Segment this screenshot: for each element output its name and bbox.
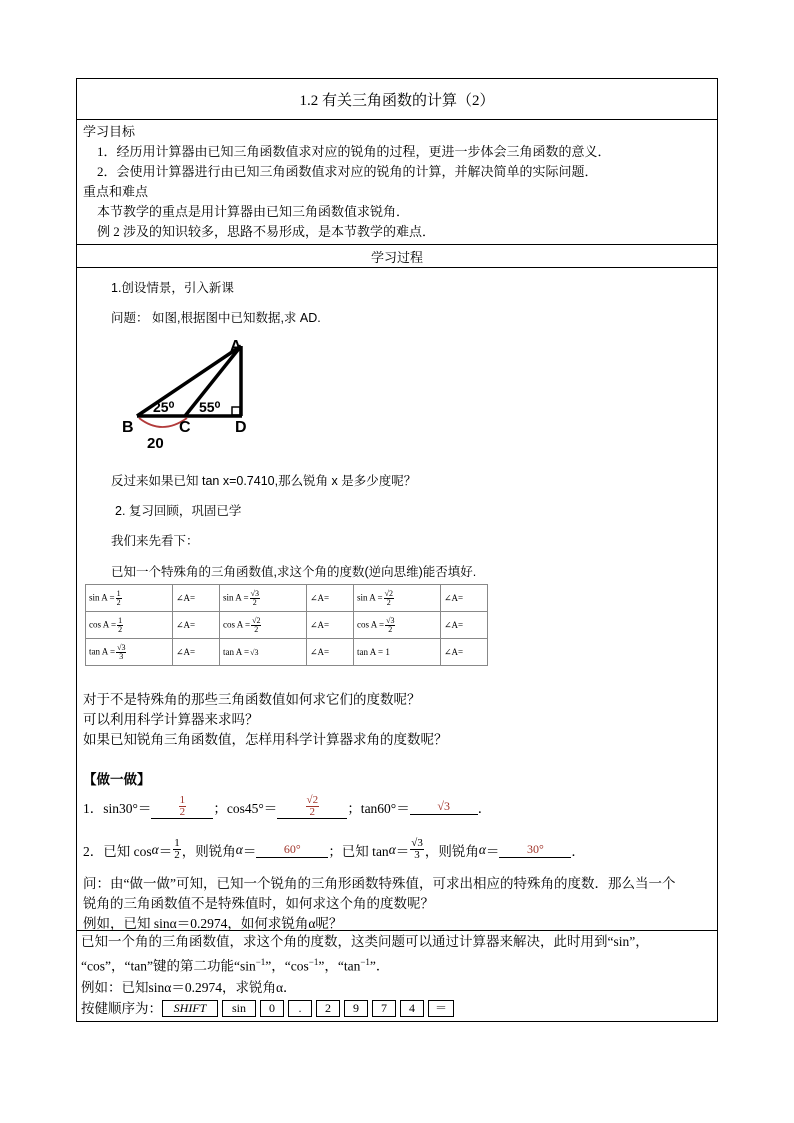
formula-cell <box>86 585 173 612</box>
formula-text: sin A = <box>357 592 383 603</box>
calculator-key: 7 <box>372 1000 396 1017</box>
objective-item: 2．会使用计算器进行由已知三角函数值求对应的锐角的计算，并解决简单的实际问题． <box>97 164 598 179</box>
angle-blank-cell: ∠A= <box>173 585 220 612</box>
answer-den: 2 <box>309 806 316 818</box>
denominator: 2 <box>118 624 123 634</box>
answer-num: √2 <box>306 794 319 806</box>
calculator-key: . <box>288 1000 312 1017</box>
question-line: 对于不是特殊角的那些三角函数值如何求它们的度数呢？ <box>83 692 421 707</box>
calculator-key: 4 <box>400 1000 424 1017</box>
numerator: √3 <box>117 642 126 652</box>
summary-text: ”． <box>369 958 390 974</box>
fraction <box>250 649 258 657</box>
formula-cell <box>354 612 441 639</box>
step2-text: 2. 复习回顾，巩固已学 <box>115 504 242 518</box>
calculator-key: 9 <box>344 1000 368 1017</box>
given-num: 1 <box>174 837 180 849</box>
summary-text: ”，“tan <box>318 958 361 974</box>
denominator: 3 <box>119 651 124 661</box>
question-text: 问题： 如图,根据图中已知数据,求 AD. <box>111 311 321 325</box>
fraction <box>385 617 395 634</box>
denominator: 2 <box>252 597 257 607</box>
exercise-2-text: ＝ <box>395 843 410 859</box>
numerator: 1 <box>116 588 121 598</box>
angle-blank-cell: ∠A= <box>173 639 220 666</box>
special-angle-table <box>85 584 488 666</box>
exercise-2-text: ＝ <box>158 843 173 859</box>
angle-blank-cell: ∠A= <box>441 585 488 612</box>
vertex-label-b: B <box>122 419 134 436</box>
summary-line <box>81 952 713 977</box>
denominator: 2 <box>386 597 391 607</box>
numerator: √3 <box>386 615 395 625</box>
formula-cell <box>86 639 173 666</box>
exercise-2-text: ． <box>571 843 585 859</box>
angle-blank-cell: ∠A= <box>441 612 488 639</box>
answer-num: 1 <box>179 794 186 806</box>
example-line: 例如，已知 sinα＝0.2974，如何求锐角α呢？ <box>83 916 343 931</box>
answer-den: 2 <box>179 806 186 818</box>
formula-cell <box>220 612 307 639</box>
do-it-title: 【做一做】 <box>83 772 151 787</box>
answer-blank-tan60: √3 <box>410 799 478 815</box>
objectives-section <box>76 119 718 244</box>
formula-cell <box>354 585 441 612</box>
alpha-symbol: α <box>235 841 243 857</box>
calculator-key: ＝ <box>428 1000 454 1017</box>
angle-c-label: 55⁰ <box>199 399 221 415</box>
formula-cell <box>220 639 307 666</box>
given-den: 3 <box>414 849 420 861</box>
page-title: 1.2 有关三角函数的计算（2） <box>299 92 495 109</box>
formula-text: cos A = <box>357 619 385 630</box>
exercise-2-text: 2．已知 cos <box>83 843 152 859</box>
formula-text: cos A = <box>223 619 251 630</box>
vertex-label-a: A <box>230 338 242 355</box>
formula-text: tan A = <box>89 646 116 657</box>
exercise-2-text: ＝ <box>242 843 257 859</box>
answer-blank-cos45 <box>277 795 347 819</box>
calculator-key: sin <box>222 1000 256 1017</box>
answer-blank-angle1: 60° <box>256 842 328 858</box>
superscript: −1 <box>255 957 266 967</box>
vertex-label-d: D <box>235 419 247 436</box>
exercise-1-sep: ；tan60°＝ <box>347 801 410 816</box>
calculator-key: SHIFT <box>162 1000 218 1017</box>
superscript: −1 <box>360 957 370 967</box>
angle-blank-cell: ∠A= <box>307 612 354 639</box>
superscript: −1 <box>308 957 319 967</box>
process-section <box>76 267 718 930</box>
table-row <box>86 585 488 612</box>
known-text: 已知一个特殊角的三角函数值,求这个角的度数(逆向思维)能否填好. <box>111 565 477 579</box>
numerator: √2 <box>252 615 261 625</box>
exercise-2-text: ，则锐角 <box>424 843 479 859</box>
key-point-item: 例 2 涉及的知识较多，思路不易形成，是本节教学的难点． <box>97 224 436 239</box>
step1-text: 1.创设情景，引入新课 <box>111 281 234 295</box>
process-heading-text: 学习过程 <box>370 249 423 265</box>
numerator: 1 <box>118 615 123 625</box>
summary-text: ”，“cos <box>265 958 309 974</box>
alpha-symbol: α <box>388 841 396 857</box>
angle-blank-cell: ∠A= <box>307 585 354 612</box>
exercise-1-sep: ；cos45°＝ <box>213 801 278 816</box>
angle-blank-cell: ∠A= <box>173 612 220 639</box>
objectives-heading: 学习目标 <box>83 124 136 139</box>
formula-cell <box>354 639 441 666</box>
denominator: 2 <box>254 624 259 634</box>
answer-blank-angle2: 30° <box>499 842 571 858</box>
answer-blank-sin30 <box>151 795 213 819</box>
formula-text: cos A = <box>89 619 117 630</box>
calculator-key: 2 <box>316 1000 340 1017</box>
alpha-symbol: α <box>151 841 159 857</box>
title-row <box>76 78 718 119</box>
table-row <box>86 639 488 666</box>
length-label: 20 <box>147 435 164 452</box>
fraction <box>116 644 126 661</box>
fraction <box>251 617 261 634</box>
key-sequence <box>81 998 713 1021</box>
angle-blank-cell: ∠A= <box>441 639 488 666</box>
fraction <box>384 590 394 607</box>
ask-line: 锐角的三角函数值不是特殊值时，如何求这个角的度数呢？ <box>83 896 434 911</box>
angle-b-label: 25⁰ <box>153 399 175 415</box>
exercise-2 <box>83 838 585 861</box>
exercise-1 <box>83 795 491 819</box>
summary-text: “cos”，“tan”键的第二功能“sin <box>81 958 256 974</box>
triangle-figure <box>117 338 267 453</box>
objective-item: 1．经历用计算器由已知三角函数值求对应的锐角的过程，更进一步体会三角函数的意义． <box>97 144 611 159</box>
numerator: √3 <box>250 588 259 598</box>
angle-blank-cell: ∠A= <box>307 639 354 666</box>
numerator: √2 <box>384 588 393 598</box>
key-points-heading: 重点和难点 <box>83 184 149 199</box>
denominator: 2 <box>116 597 121 607</box>
formula-text: sin A = <box>89 592 115 603</box>
fraction <box>117 617 123 634</box>
formula-text: tan A = <box>223 647 250 657</box>
alpha-symbol: α <box>478 841 486 857</box>
right-angle-mark <box>232 407 240 415</box>
calculator-key: 0 <box>260 1000 284 1017</box>
key-sequence-label: 按健顺序为： <box>81 1000 162 1016</box>
worksheet <box>76 78 718 1022</box>
formula-cell <box>86 612 173 639</box>
formula-cell <box>220 585 307 612</box>
process-heading <box>76 244 718 267</box>
table-row <box>86 612 488 639</box>
key-point-item: 本节教学的重点是用计算器由已知三角函数值求锐角． <box>97 204 410 219</box>
numerator: √3 <box>250 647 259 657</box>
formula-text: sin A = <box>223 592 249 603</box>
exercise-1-prefix: 1．sin30°＝ <box>83 801 152 816</box>
given-den: 2 <box>174 849 180 861</box>
look-text: 我们来先看下： <box>111 534 199 548</box>
vertex-label-c: C <box>179 419 191 436</box>
exercise-2-text: ，则锐角 <box>181 843 236 859</box>
reverse-question: 反过来如果已知 tan x=0.7410,那么锐角 x 是多少度呢？ <box>111 474 417 488</box>
question-line: 如果已知锐角三角函数值，怎样用科学计算器求角的度数呢？ <box>83 732 448 747</box>
fraction <box>250 590 260 607</box>
calculator-keys <box>162 1000 458 1017</box>
ask-line: 问：由“做一做”可知，已知一个锐角的三角形函数特殊值，可求出相应的特殊角的度数．那么当一个 <box>83 876 676 891</box>
example-line: 例如：已知sinα＝0.2974，求锐角α． <box>81 979 297 995</box>
given-num: √3 <box>411 837 423 849</box>
summary-line: 已知一个角的三角函数值，求这个角的度数，这类问题可以通过计算器来解决，此时用到“sin”， <box>81 934 649 949</box>
exercise-1-end: ． <box>477 801 492 816</box>
summary-section <box>76 930 718 1022</box>
formula-text: tan A = 1 <box>357 647 390 657</box>
question-line: 可以利用科学计算器来求吗？ <box>83 712 259 727</box>
denominator: 2 <box>388 624 393 634</box>
exercise-2-text: ；已知 tan <box>328 843 389 859</box>
exercise-2-text: ＝ <box>485 843 500 859</box>
fraction <box>116 590 122 607</box>
